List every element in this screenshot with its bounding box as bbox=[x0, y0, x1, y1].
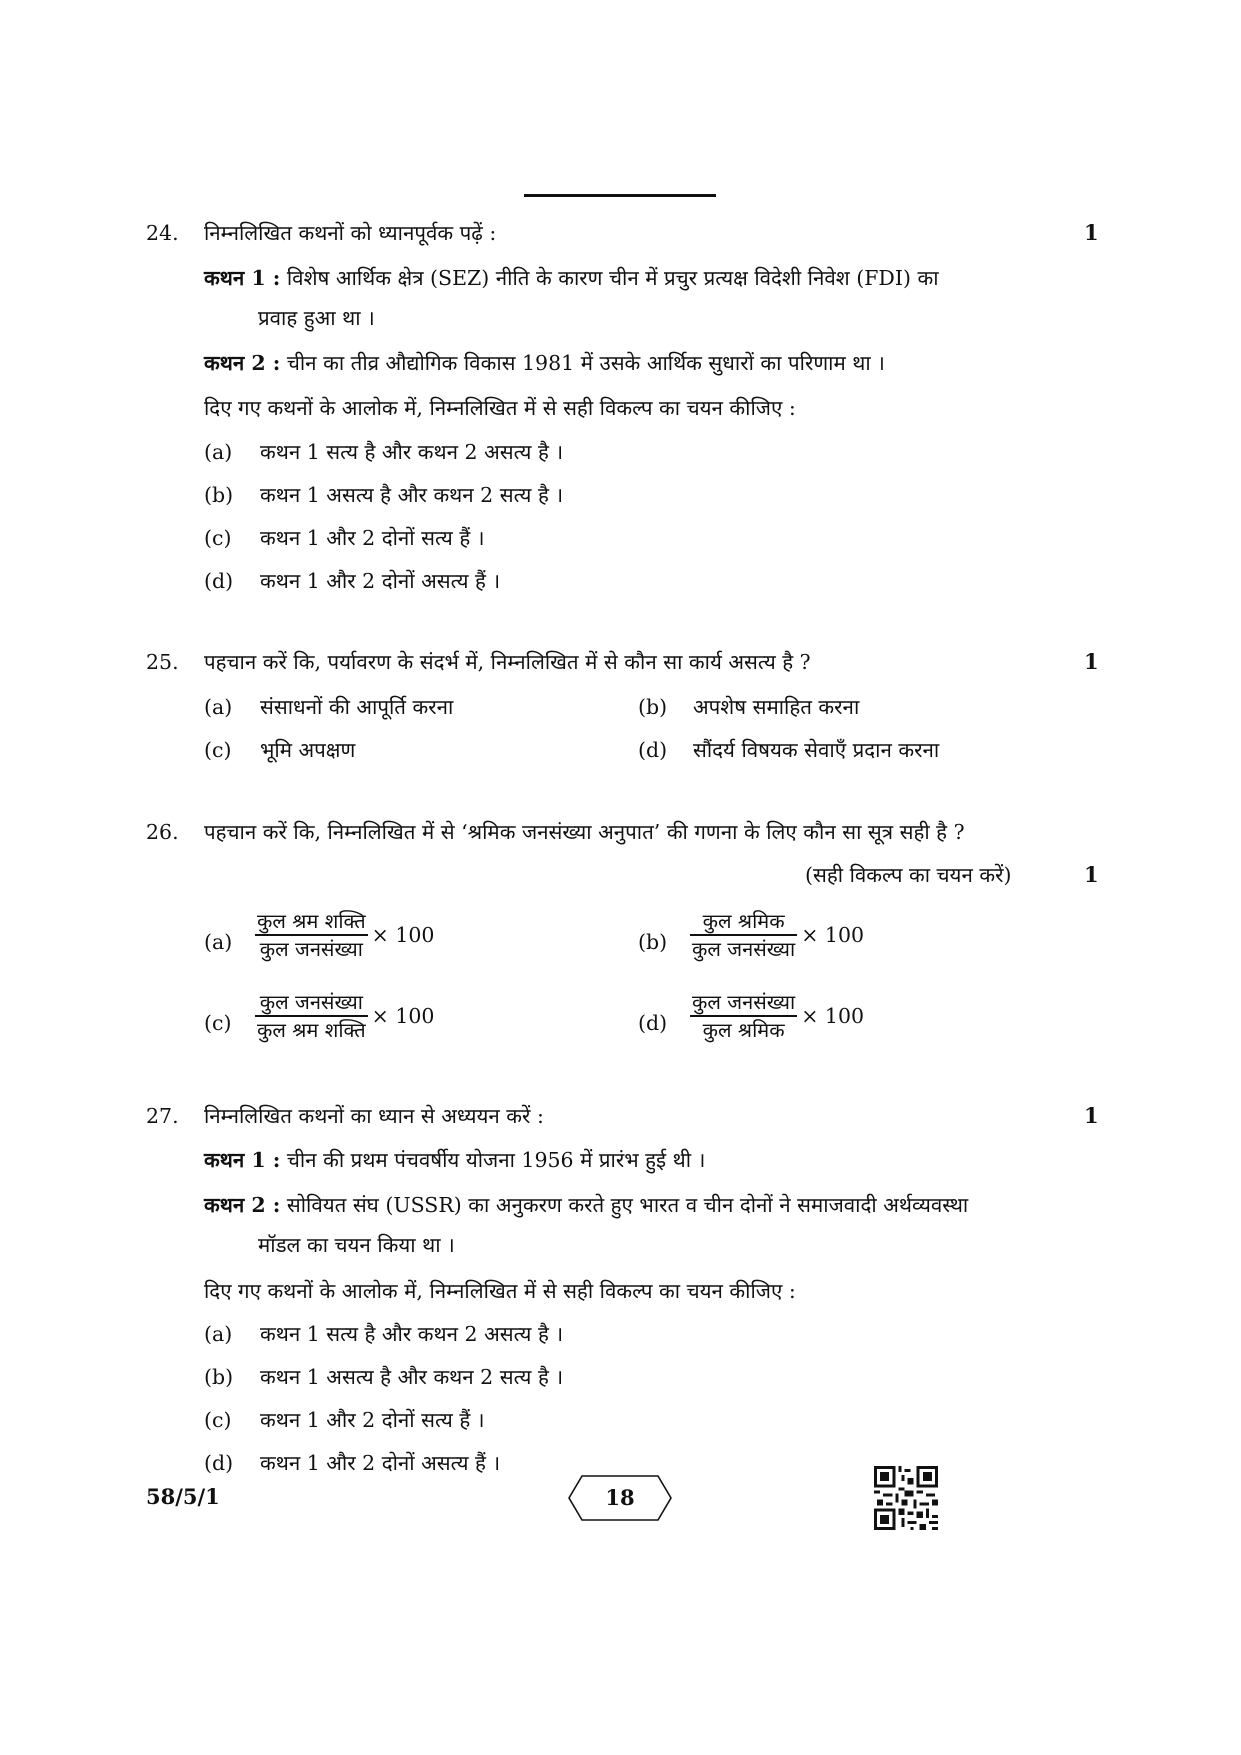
question-27-option-b: कथन 1 असत्य है और कथन 2 सत्य है । bbox=[260, 1365, 564, 1389]
question-25-option-a-label: (a) bbox=[204, 695, 233, 719]
question-25-prompt: पहचान करें कि, पर्यावरण के संदर्भ में, निम्नलिखित में से कौन सा कार्य असत्य है ? bbox=[204, 650, 811, 674]
formula-denominator: कुल श्रम शक्ति bbox=[257, 1017, 366, 1042]
statement-2-text: सोवियत संघ (USSR) का अनुकरण करते हुए भारत व चीन दोनों ने समाजवादी अर्थव्यवस्था bbox=[286, 1193, 969, 1217]
question-25-number: 25. bbox=[146, 650, 179, 674]
question-27-option-c-label: (c) bbox=[204, 1408, 232, 1432]
question-24-number: 24. bbox=[146, 221, 179, 245]
question-24-statement-1 bbox=[204, 264, 939, 292]
question-26-option-d-label: (d) bbox=[638, 1011, 668, 1035]
question-25-option-d: सौंदर्य विषयक सेवाएँ प्रदान करना bbox=[693, 738, 940, 762]
question-24-marks: 1 bbox=[1084, 220, 1099, 245]
statement-1-label: कथन 1 : bbox=[204, 1148, 281, 1172]
formula-multiplier: × 100 bbox=[371, 1003, 435, 1028]
statement-2-label: कथन 2 : bbox=[204, 351, 281, 375]
question-27-statement-2 bbox=[204, 1191, 968, 1219]
question-25-option-a: संसाधनों की आपूर्ति करना bbox=[260, 695, 454, 719]
question-24-option-d: कथन 1 और 2 दोनों असत्य हैं । bbox=[260, 569, 501, 593]
question-27-statement-2-cont: मॉडल का चयन किया था । bbox=[258, 1233, 455, 1257]
formula-numerator: कुल श्रमिक bbox=[702, 909, 785, 933]
question-26-option-b-label: (b) bbox=[638, 930, 668, 954]
question-24-option-c: कथन 1 और 2 दोनों सत्य हैं । bbox=[260, 526, 485, 550]
formula-denominator: कुल जनसंख्या bbox=[259, 936, 363, 961]
question-25-option-d-label: (d) bbox=[638, 738, 668, 762]
formula-denominator: कुल जनसंख्या bbox=[692, 936, 796, 961]
formula-multiplier: × 100 bbox=[371, 922, 435, 947]
question-27-marks: 1 bbox=[1084, 1103, 1099, 1128]
formula-multiplier: × 100 bbox=[801, 1003, 865, 1028]
statement-1-label: कथन 1 : bbox=[204, 266, 281, 290]
question-27-option-a: कथन 1 सत्य है और कथन 2 असत्य है । bbox=[260, 1322, 564, 1346]
question-25-option-b: अपशेष समाहित करना bbox=[693, 695, 860, 719]
question-24-statement-2 bbox=[204, 349, 885, 377]
question-26-option-c-formula bbox=[255, 989, 434, 1043]
question-26-number: 26. bbox=[146, 820, 179, 844]
question-24-option-b: कथन 1 असत्य है और कथन 2 सत्य है । bbox=[260, 483, 564, 507]
statement-2-text: चीन का तीव्र औद्योगिक विकास 1981 में उसके आर्थिक सुधारों का परिणाम था । bbox=[286, 351, 885, 375]
question-26-option-d-formula bbox=[690, 989, 864, 1043]
question-27-option-b-label: (b) bbox=[204, 1365, 234, 1389]
question-24-option-a: कथन 1 सत्य है और कथन 2 असत्य है । bbox=[260, 440, 564, 464]
question-27-option-c: कथन 1 और 2 दोनों सत्य हैं । bbox=[260, 1408, 485, 1432]
question-27-option-d: कथन 1 और 2 दोनों असत्य हैं । bbox=[260, 1451, 501, 1475]
qr-code-icon bbox=[874, 1466, 938, 1530]
question-26-option-a-formula bbox=[255, 908, 434, 962]
question-27-number: 27. bbox=[146, 1104, 179, 1128]
statement-2-label: कथन 2 : bbox=[204, 1193, 281, 1217]
question-26-prompt: पहचान करें कि, निम्नलिखित में से ‘श्रमिक जनसंख्या अनुपात’ की गणना के लिए कौन सा सूत्र सही है ? bbox=[204, 820, 965, 844]
question-24-option-a-label: (a) bbox=[204, 440, 233, 464]
question-24-option-b-label: (b) bbox=[204, 483, 234, 507]
statement-1-text: विशेष आर्थिक क्षेत्र (SEZ) नीति के कारण चीन में प्रचुर प्रत्यक्ष विदेशी निवेश (FDI) का bbox=[286, 266, 939, 290]
question-27-statement-1 bbox=[204, 1146, 705, 1174]
question-26-option-c-label: (c) bbox=[204, 1011, 232, 1035]
formula-denominator: कुल श्रमिक bbox=[702, 1017, 785, 1042]
question-25-marks: 1 bbox=[1084, 649, 1099, 674]
formula-numerator: कुल श्रम शक्ति bbox=[257, 909, 366, 933]
question-24-instruction: दिए गए कथनों के आलोक में, निम्नलिखित में से सही विकल्प का चयन कीजिए : bbox=[204, 396, 796, 420]
formula-numerator: कुल जनसंख्या bbox=[259, 990, 363, 1014]
formula-numerator: कुल जनसंख्या bbox=[692, 990, 796, 1014]
question-27-prompt: निम्नलिखित कथनों का ध्यान से अध्ययन करें : bbox=[204, 1104, 544, 1128]
question-24-statement-1-cont: प्रवाह हुआ था । bbox=[258, 306, 375, 330]
question-25-option-c: भूमि अपक्षण bbox=[260, 738, 356, 762]
question-26-option-b-formula bbox=[690, 908, 864, 962]
question-26-option-a-label: (a) bbox=[204, 930, 233, 954]
question-27-option-d-label: (d) bbox=[204, 1451, 234, 1475]
page-number: 18 bbox=[605, 1485, 635, 1510]
formula-multiplier: × 100 bbox=[801, 922, 865, 947]
question-24-option-c-label: (c) bbox=[204, 526, 232, 550]
question-25-option-c-label: (c) bbox=[204, 738, 232, 762]
question-26-marks: 1 bbox=[1084, 862, 1099, 887]
question-24-option-d-label: (d) bbox=[204, 569, 234, 593]
question-26-note: (सही विकल्प का चयन करें) bbox=[805, 863, 1012, 887]
question-27-option-a-label: (a) bbox=[204, 1322, 233, 1346]
paper-code: 58/5/1 bbox=[146, 1484, 220, 1509]
question-27-instruction: दिए गए कथनों के आलोक में, निम्नलिखित में से सही विकल्प का चयन कीजिए : bbox=[204, 1279, 796, 1303]
question-24-prompt: निम्नलिखित कथनों को ध्यानपूर्वक पढ़ें : bbox=[204, 221, 497, 245]
question-25-option-b-label: (b) bbox=[638, 695, 668, 719]
top-divider bbox=[524, 194, 716, 197]
statement-1-text: चीन की प्रथम पंचवर्षीय योजना 1956 में प्रारंभ हुई थी । bbox=[286, 1148, 706, 1172]
